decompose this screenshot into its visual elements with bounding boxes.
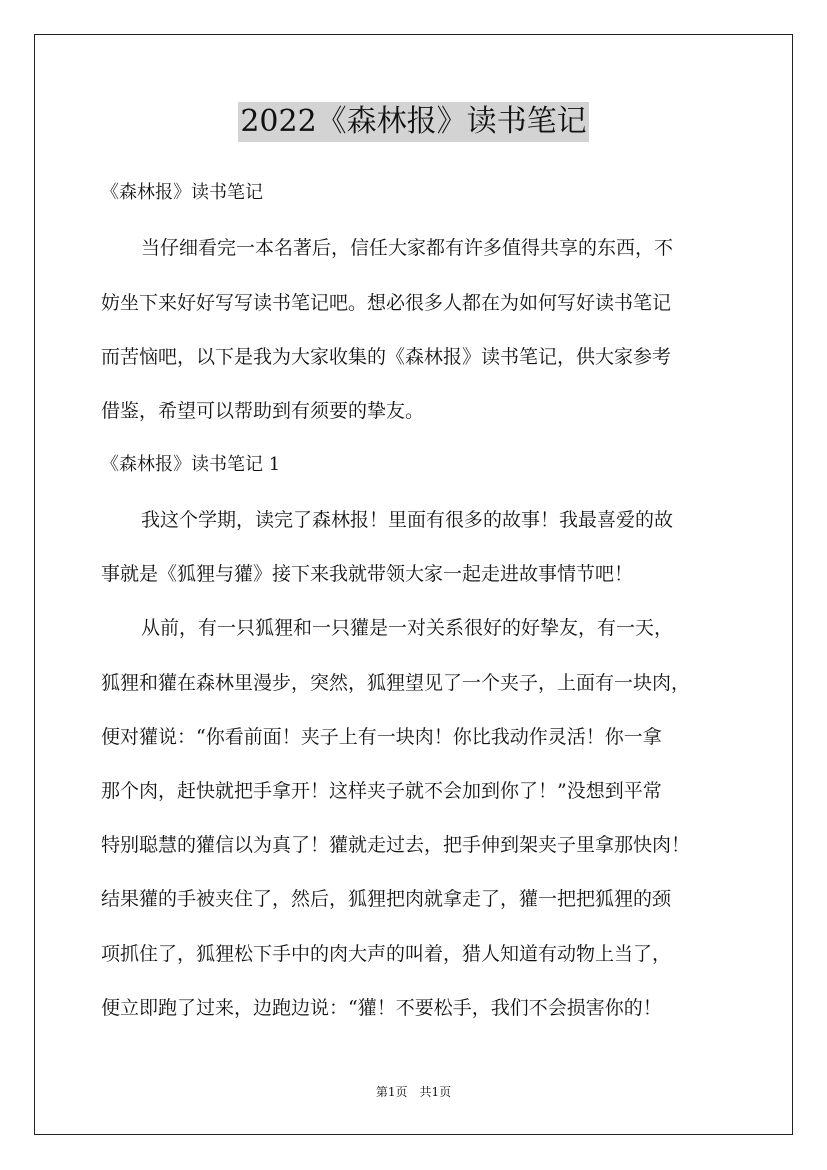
intro-line: 当仔细看完一本名著后，信任大家都有许多值得共享的东西，不 — [141, 237, 674, 259]
body-line: 从前，有一只狐狸和一只獾是一对关系很好的好挚友，有一天， — [141, 617, 674, 639]
body-line: 我这个学期，读完了森林报！里面有很多的故事！我最喜爱的故 — [141, 509, 674, 531]
page-footer: 第1页 共1页 — [375, 1085, 452, 1099]
intro-line: 妨坐下来好好写写读书笔记吧。想必很多人都在为如何写好读书笔记 — [101, 292, 672, 314]
section-heading: 《森林报》读书笔记 1 — [101, 454, 281, 475]
body-line: 便对獾说：“你看前面！夹子上有一块肉！你比我动作灵活！你一拿 — [101, 726, 662, 748]
intro-line: 借鉴，希望可以帮助到有须要的挚友。 — [101, 400, 425, 422]
body-line: 特别聪慧的獾信以为真了！獾就走过去，把手伸到架夹子里拿那快肉！ — [101, 834, 691, 856]
body-line: 事就是《狐狸与獾》接下来我就带领大家一起走进故事情节吧！ — [101, 563, 634, 585]
subtitle: 《森林报》读书笔记 — [101, 182, 263, 203]
intro-line: 而苦恼吧，以下是我为大家收集的《森林报》读书笔记，供大家参考 — [101, 346, 672, 368]
body-line: 狐狸和獾在森林里漫步，突然，狐狸望见了一个夹子，上面有一块肉， — [101, 672, 691, 694]
body-line: 那个肉，赶快就把手拿开！这样夹子就不会加到你了！”没想到平常 — [101, 780, 662, 802]
body-line: 便立即跑了过来，边跑边说：“獾！不要松手，我们不会损害你的！ — [101, 997, 662, 1019]
title-container — [0, 102, 827, 142]
body-line: 结果獾的手被夹住了，然后，狐狸把肉就拿走了，獾一把把狐狸的颈 — [101, 888, 672, 910]
document-title: 2022《森林报》读书笔记 — [238, 102, 588, 142]
body-line: 项抓住了，狐狸松下手中的肉大声的叫着，猎人知道有动物上当了， — [101, 943, 672, 965]
